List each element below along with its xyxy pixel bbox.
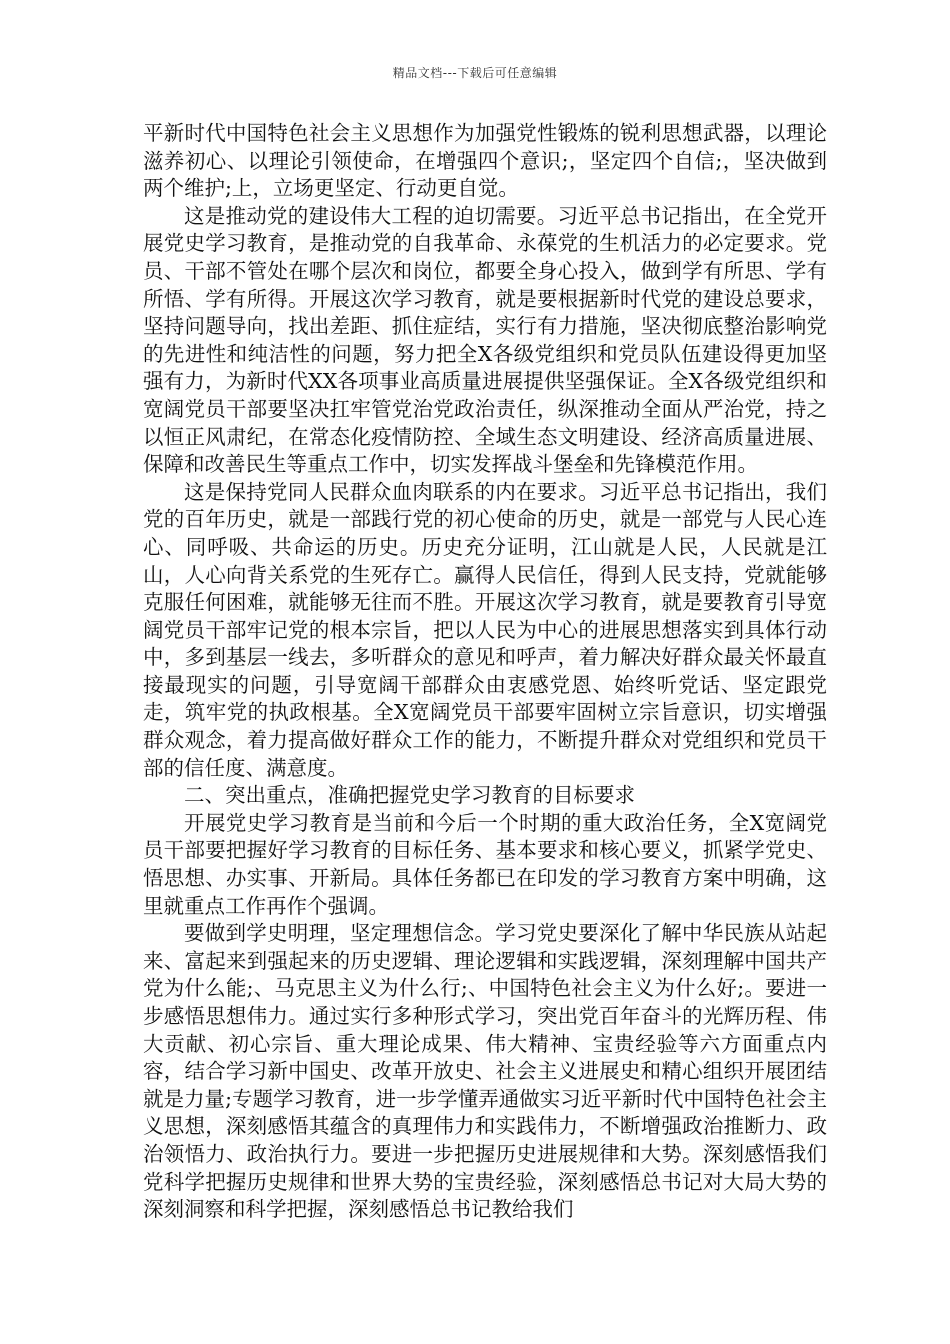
section-heading-two: 二、突出重点，准确把握党史学习教育的目标要求 bbox=[184, 783, 635, 808]
document-body bbox=[143, 120, 827, 1224]
paragraph-study-tasks: 开展党史学习教育是当前和今后一个时期的重大政治任务，全X宽阔党员干部要把握好学习教育的目标任务、基本要求和核心要义，抓紧学党史、悟思想、办实事、开新局。具体任务都已在印发的学习教育方案中明确，这里就重点工作再作个强调。 bbox=[143, 810, 827, 918]
paragraph-continued-intro: 平新时代中国特色社会主义思想作为加强党性锻炼的锐利思想武器，以理论滋养初心、以理论引领使命，在增强四个意识;，坚定四个自信;，坚决做到两个维护;上，立场更坚定、行动更自觉。 bbox=[143, 121, 827, 201]
paragraph-party-building: 这是推动党的建设伟大工程的迫切需要。习近平总书记指出，在全党开展党史学习教育，是推动党的自我革命、永葆党的生机活力的必定要求。党员、干部不管处在哪个层次和岗位，都要全身心投入，做到学有所思、学有所悟、学有所得。开展这次学习教育，就是要根据新时代党的建设总要求，坚持问题导向，找出差距、抓住症结，实行有力措施，坚决彻底整治影响党的先进性和纯洁性的问题，努力把全X各级党组织和党员队伍建设得更加坚强有力，为新时代XX各项事业高质量进展提供坚强保证。全X各级党组织和宽阔党员干部要坚决扛牢管党治党政治责任，纵深推动全面从严治党，持之以恒正风肃纪，在常态化疫情防控、全域生态文明建设、经济高质量进展、保障和改善民生等重点工作中，切实发挥战斗堡垒和先锋模范作用。 bbox=[143, 203, 827, 477]
page-header: 精品文档---下载后可任意编辑 bbox=[392, 66, 558, 80]
paragraph-people-connection: 这是保持党同人民群众血肉联系的内在要求。习近平总书记指出，我们党的百年历史，就是一部践行党的初心使命的历史，就是一部党与人民心连心、同呼吸、共命运的历史。历史充分证明，江山就是人民，人民就是江山，人心向背关系党的生死存亡。赢得人民信任，得到人民支持，党就能够克服任何困难，就能够无往而不胜。开展这次学习教育，就是要教育引导宽阔党员干部牢记党的根本宗旨，把以人民为中心的进展思想落实到具体行动中，多到基层一线去，多听群众的意见和呼声，着力解决好群众最关怀最直接最现实的问题，引导宽阔干部群众由衷感党恩、始终听党话、坚定跟党走，筑牢党的执政根基。全X宽阔党员干部要牢固树立宗旨意识，切实增强群众观念，着力提高做好群众工作的能力，不断提升群众对党组织和党员干部的信任度、满意度。 bbox=[143, 479, 827, 780]
paragraph-learn-history: 要做到学史明理，坚定理想信念。学习党史要深化了解中华民族从站起来、富起来到强起来的历史逻辑、理论逻辑和实践逻辑，深刻理解中国共产党为什么能;、马克思主义为什么行;、中国特色社会主义为什么好;。要进一步感悟思想伟力。通过实行多种形式学习，突出党百年奋斗的光辉历程、伟大贡献、初心宗旨、重大理论成果、伟大精神、宝贵经验等六方面重点内容，结合学习新中国史、改革开放史、社会主义进展史和精心组织开展团结就是力量;专题学习教育，进一步学懂弄通做实习近平新时代中国特色社会主义思想，深刻感悟其蕴含的真理伟力和实践伟力，不断增强政治推断力、政治领悟力、政治执行力。要进一步把握历史进展规律和大势。深刻感悟我们党科学把握历史规律和世界大势的宝贵经验，深刻感悟总书记对大局大势的深刻洞察和科学把握，深刻感悟总书记教给我们 bbox=[143, 921, 827, 1222]
